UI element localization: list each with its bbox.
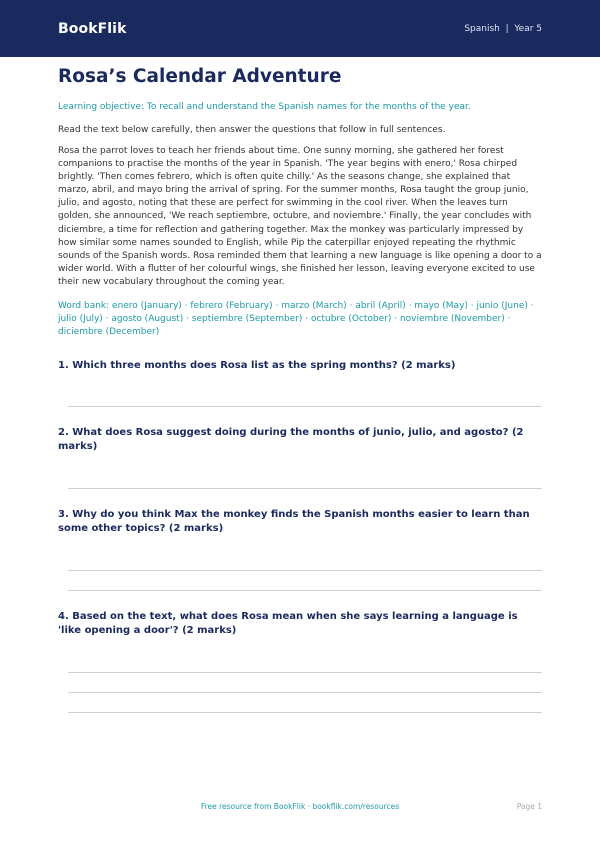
word-bank: Word bank: enero (January) · febrero (February) · marzo (March) · abril (April) · mayo (May) · junio (June) · julio (July) · agosto (August) · septiembre (September) · octubre (October) · noviembre (November) · diciembre (December) bbox=[58, 301, 534, 338]
instructions: Read the text below carefully, then answer the questions that follow in full sentences. bbox=[58, 125, 446, 135]
footer-credit-link[interactable]: Free resource from BookFlik · bookflik.com/resources bbox=[200, 802, 400, 811]
page-title: Rosa’s Calendar Adventure bbox=[58, 66, 342, 87]
page-number: Page 1 bbox=[516, 802, 542, 811]
question-text: 2. What does Rosa suggest doing during the months of junio, julio, and agosto? (2 marks) bbox=[58, 427, 524, 453]
answer-line[interactable] bbox=[68, 406, 542, 407]
question-text: 4. Based on the text, what does Rosa mean when she says learning a language is 'like opening a door'? (2 marks) bbox=[58, 611, 518, 637]
worksheet-content bbox=[58, 64, 544, 713]
subject-year-label: Spanish | Year 5 bbox=[464, 23, 542, 34]
question-4 bbox=[58, 610, 544, 713]
answer-line[interactable] bbox=[68, 712, 542, 713]
reading-passage: Rosa the parrot loves to teach her friends about time. One sunny morning, she gathered her forest companions to practise the months of the year in Spanish. 'The year begins with enero,' Rosa chirped brightly. 'Then comes febrero, which is often quite chilly.' As the seasons change, she explained that marzo, abril, and mayo bring the arrival of spring. For the summer months, Rosa taught the group junio, julio, and agosto, noting that these are perfect for swimming in the cool river. When the leaves turn golden, she announced, 'We reach septiembre, octubre, and noviembre.' Finally, the year concludes with diciembre, a time for reflection and gathering together. Max the monkey was particularly impressed by how similar some names sounded to English, while Pip the caterpillar enjoyed repeating the rhythmic sounds of the Spanish words. Rosa reminded them that learning a new language is like opening a door to a wider world. With a flutter of her colourful wings, she finished her lesson, leaving everyone excited to use their new vocabulary throughout the coming year. bbox=[58, 146, 542, 287]
footer bbox=[0, 802, 600, 814]
answer-line[interactable] bbox=[68, 570, 542, 571]
answer-line[interactable] bbox=[68, 672, 542, 673]
header-bar bbox=[0, 0, 600, 57]
answer-line[interactable] bbox=[68, 590, 542, 591]
question-2 bbox=[58, 426, 544, 489]
answer-line[interactable] bbox=[68, 488, 542, 489]
answer-line[interactable] bbox=[68, 692, 542, 693]
question-text: 3. Why do you think Max the monkey finds the Spanish months easier to learn than some other topics? (2 marks) bbox=[58, 509, 530, 535]
question-1 bbox=[58, 359, 544, 407]
brand-logo: BookFlik bbox=[58, 20, 127, 37]
learning-objective: Learning objective: To recall and understand the Spanish names for the months of the year. bbox=[58, 102, 471, 112]
question-text: 1. Which three months does Rosa list as the spring months? (2 marks) bbox=[58, 360, 456, 372]
question-3 bbox=[58, 508, 544, 591]
